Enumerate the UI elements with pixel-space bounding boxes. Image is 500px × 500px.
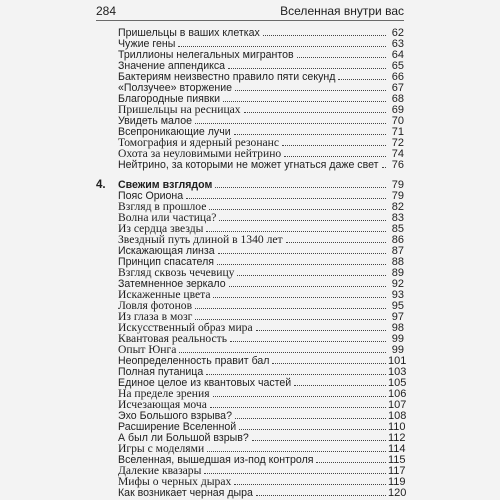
toc-page-number: 86 — [391, 233, 404, 246]
book-title: Вселенная внутри вас — [280, 4, 404, 18]
toc-entry-title: Звездный путь длиной в 1340 лет — [118, 232, 283, 246]
toc-page-number: 92 — [391, 277, 404, 290]
toc-entry-title: Принцип спасателя — [118, 255, 215, 268]
toc-page-number: 107 — [388, 398, 407, 411]
toc-page-number: 103 — [388, 365, 407, 378]
toc-entry-title: Охота за неуловимыми нейтрино — [118, 146, 282, 160]
toc-page-number: 99 — [391, 332, 404, 345]
toc-page-number: 74 — [391, 147, 404, 160]
toc-page-number: 115 — [388, 453, 406, 466]
toc-entry-title: Искажающая линза — [118, 244, 215, 257]
toc-entry-title: Вселенная, вышедшая из-под контроля — [118, 453, 314, 466]
toc-page-number: 110 — [388, 420, 406, 433]
toc-entry-title: Далекие квазары — [118, 463, 202, 477]
toc-entry-title: Бактериям неизвестно правило пяти секунд — [118, 70, 336, 83]
toc-page-number: 64 — [391, 48, 404, 61]
toc-page-number: 89 — [391, 266, 404, 279]
toc-page-number: 97 — [391, 310, 404, 323]
toc-page-number: 101 — [388, 354, 407, 367]
toc-entry-title: Игры с моделями — [118, 441, 205, 455]
toc-entry-title: Полная путаница — [118, 365, 204, 378]
page-number: 284 — [96, 4, 117, 18]
toc-page-number: 70 — [391, 114, 404, 127]
toc-entry-title: Неопределенность правит бал — [118, 354, 270, 367]
toc-page-number: 120 — [388, 486, 407, 499]
toc-entry-title: Исчезающая моча — [118, 397, 207, 411]
toc-page-number: 93 — [391, 288, 404, 301]
toc-entry-title: Ловля фотонов — [118, 298, 193, 312]
toc-page-number: 65 — [391, 59, 404, 72]
toc-entry-title: Чужие гены — [118, 37, 176, 50]
toc-entry-title: Взгляд в прошлое — [118, 199, 207, 213]
toc-page-number: 71 — [391, 125, 404, 138]
toc-entry-title: А был ли Большой взрыв? — [118, 431, 249, 444]
toc-page-number: 69 — [391, 103, 404, 116]
toc-page-number: 62 — [391, 27, 404, 39]
toc-row — [96, 157, 404, 171]
toc-entry-title: Квантовая реальность — [118, 331, 228, 345]
toc-entry-title: Увидеть малое — [118, 114, 192, 127]
toc-page-number: 66 — [391, 70, 404, 83]
toc-entry-title: Как возникает черная дыра — [118, 486, 253, 499]
running-header — [96, 3, 404, 21]
toc-page-number: 108 — [388, 409, 407, 422]
toc-page-number: 72 — [391, 136, 404, 149]
toc-page-number: 83 — [391, 211, 404, 224]
toc-entry-title: Единое целое из квантовых частей — [118, 376, 292, 389]
chapter-number: 4. — [96, 178, 106, 191]
toc-entry-title: Пришельцы в ваших клетках — [118, 27, 260, 39]
dot-leader — [256, 495, 386, 496]
toc-page-number: 68 — [391, 92, 404, 105]
toc-page-number: 119 — [388, 475, 406, 488]
toc-page-number: 88 — [391, 255, 404, 268]
toc-page-number: 76 — [391, 158, 404, 171]
toc-entry-title: Значение аппендикса — [118, 59, 226, 72]
toc-page-number: 112 — [388, 431, 406, 444]
toc-entry-title: Взгляд сквозь чечевицу — [118, 265, 235, 279]
toc-entry-title: Из глаза в мозг — [118, 309, 193, 323]
toc-entry-title: Пояс Ориона — [118, 189, 184, 202]
toc-page-number: 63 — [391, 37, 404, 50]
toc-entry-title: Триллионы нелегальных мигрантов — [118, 48, 294, 61]
toc-entry-title: Нейтрино, за которыми не может угнаться даже свет — [118, 158, 379, 171]
toc-entry-title: Расширение Вселенной — [118, 420, 237, 433]
toc-page-number: 87 — [391, 244, 404, 257]
toc-entry-title: Свежим взглядом — [118, 178, 213, 191]
toc-page-number: 106 — [388, 387, 407, 400]
toc-entry-title: Томография и ядерный резонанс — [118, 135, 280, 149]
toc-page-number: 95 — [391, 299, 404, 312]
toc-page-number: 79 — [391, 189, 404, 202]
toc-page-number: 82 — [391, 200, 404, 213]
toc-page-number: 67 — [391, 81, 404, 94]
toc-entry-title: Мифы о черных дырах — [118, 474, 232, 488]
toc-page-number: 79 — [391, 178, 404, 191]
toc-entry-title: Волна или частица? — [118, 210, 217, 224]
toc-entry-title: Благородные пиявки — [118, 92, 221, 105]
toc-entry-title: Из сердца звезды — [118, 221, 204, 235]
toc-page-number: 114 — [388, 442, 406, 455]
toc-entry-title: Пришельцы на ресницах — [118, 102, 241, 116]
toc-page-number: 99 — [391, 343, 404, 356]
toc-row — [96, 485, 407, 499]
toc-page-number: 85 — [391, 222, 404, 235]
toc-page-number: 117 — [388, 464, 406, 477]
toc-entry-title: Искаженные цвета — [118, 287, 211, 301]
toc-entry-title: Затемненное зеркало — [118, 277, 226, 290]
toc-page-number: 98 — [391, 321, 404, 334]
dot-leader — [382, 167, 386, 168]
toc-page-number: 105 — [388, 376, 407, 389]
toc-entry-title: На пределе зрения — [118, 386, 210, 400]
toc-entry-title: Опыт Юнга — [118, 342, 177, 356]
toc-entry-title: Эхо Большого взрыва? — [118, 409, 232, 422]
toc-entry-title: Искусственный образ мира — [118, 320, 253, 334]
toc-entry-title: «Ползучее» вторжение — [118, 81, 233, 94]
toc-entry-title: Всепроникающие лучи — [118, 125, 231, 138]
